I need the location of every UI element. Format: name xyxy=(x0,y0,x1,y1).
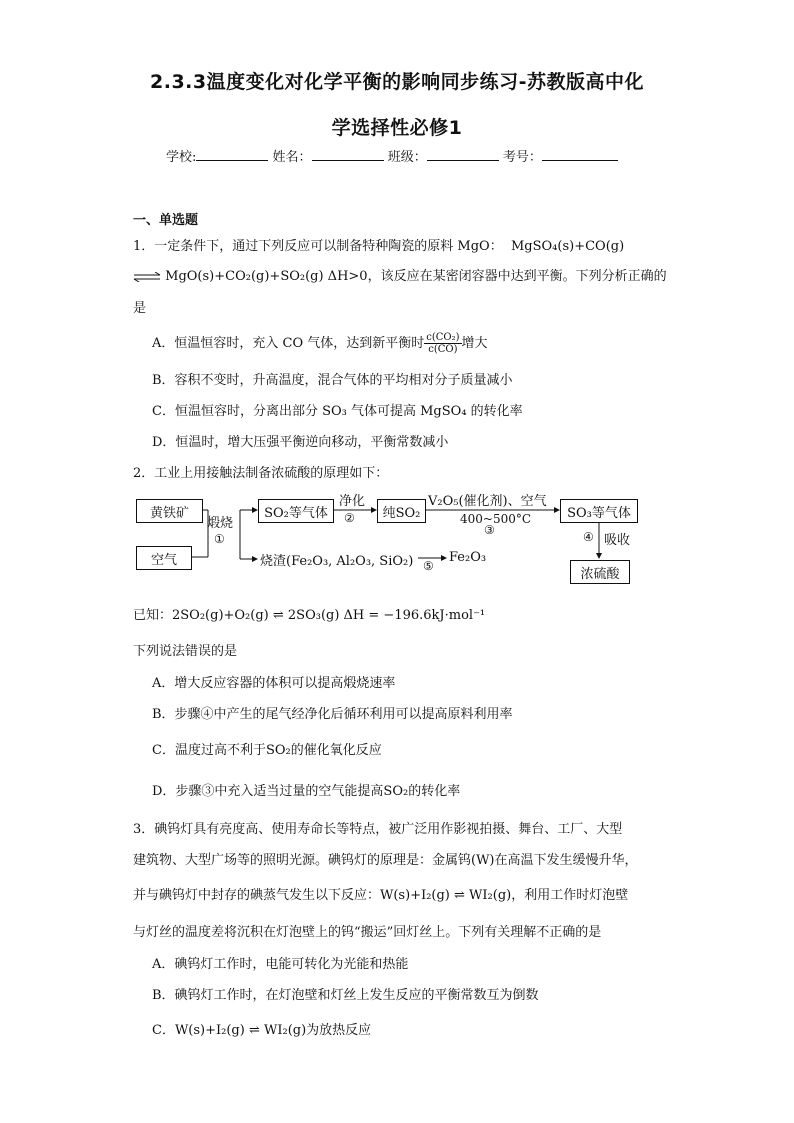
q2-option-d[interactable]: D．步骤③中充入适当过量的空气能提高SO₂的转化率 xyxy=(152,784,461,799)
slag-label: 烧渣(Fe₂O₃, Al₂O₃, SiO₂) xyxy=(260,554,414,569)
absorb-label: 吸收 xyxy=(604,533,631,548)
q3-option-a[interactable]: A．碘钨灯工作时，电能可转化为光能和热能 xyxy=(152,957,409,972)
class-blank[interactable] xyxy=(427,148,499,161)
student-info-fields xyxy=(166,146,618,165)
equilibrium-arrow-icon xyxy=(133,272,161,282)
school-label: 学校: xyxy=(166,150,197,165)
q3-stem-line4: 与灯丝的温度差将沉积在灯泡壁上的钨“搬运”回灯丝上。下列有关理解不正确的是 xyxy=(133,925,602,940)
number-label: 考号： xyxy=(502,150,542,165)
step3-label: ③ xyxy=(484,523,495,537)
so2-gases-box: SO₂等气体 xyxy=(258,499,334,523)
q1-stem-line2: MgO(s)+CO₂(g)+SO₂(g) ΔH>0，该反应在某密闭容器中达到平衡。下列分析正确的 xyxy=(133,265,667,284)
name-label: 姓名： xyxy=(272,150,312,165)
q1-option-b[interactable]: B．容积不变时，升高温度，混合气体的平均相对分子质量减小 xyxy=(152,373,513,388)
fe2o3-label: Fe₂O₃ xyxy=(449,550,487,565)
temp-label: 400~500°C xyxy=(460,512,532,526)
q2-stem: 2．工业上用接触法制备浓硫酸的原理如下： xyxy=(133,466,389,481)
page-title: 2.3.3温度变化对化学平衡的影响同步练习-苏教版高中化 xyxy=(150,71,644,93)
so3-gases-box: SO₃等气体 xyxy=(560,499,638,523)
ratio-fraction: $\frac{\text{c(CO₂)}}{c(CO)}$ xyxy=(426,332,460,355)
q3-option-b[interactable]: B．碘钨灯工作时，在灯泡壁和灯丝上发生反应的平衡常数互为倒数 xyxy=(152,988,539,1003)
purify-label: 净化 xyxy=(339,494,366,509)
section-title: 一、单选题 xyxy=(133,213,199,228)
q3-stem-line2: 建筑物、大型广场等的照明光源。碘钨灯的原理是：金属钨(W)在高温下发生缓慢升华， xyxy=(133,853,638,868)
air-box: 空气 xyxy=(136,546,192,570)
conc-acid-box: 浓硫酸 xyxy=(570,560,630,584)
name-blank[interactable] xyxy=(312,148,384,161)
q2-option-c[interactable]: C．温度过高不利于SO₂的催化氧化反应 xyxy=(152,743,382,758)
q2-known: 已知：2SO₂(g)+O₂(g) ⇌ 2SO₃(g) ΔH = −196.6kJ·mol⁻¹ xyxy=(133,608,486,623)
number-blank[interactable] xyxy=(542,148,618,161)
q3-option-c[interactable]: C．W(s)+I₂(g) ⇌ WI₂(g)为放热反应 xyxy=(152,1023,372,1038)
pure-so2-box: 纯SO₂ xyxy=(377,499,426,523)
step2-label: ② xyxy=(344,511,355,525)
q2-option-a[interactable]: A．增大反应容器的体积可以提高煅烧速率 xyxy=(152,676,396,691)
q1-option-c[interactable]: C．恒温恒容时，分离出部分 SO₃ 气体可提高 MgSO₄ 的转化率 xyxy=(152,404,523,419)
q3-stem-line1: 3．碘钨灯具有亮度高、使用寿命长等特点，被广泛用作影视拍摄、舞台、工厂、大型 xyxy=(133,822,623,837)
q3-stem-line3: 并与碘钨灯中封存的碘蒸气发生以下反应：W(s)+I₂(g) ⇌ WI₂(g)，利用工作时灯泡壁 xyxy=(133,888,629,903)
q1-stem-line3: 是 xyxy=(133,301,147,316)
q2-option-b[interactable]: B．步骤④中产生的尾气经净化后循环利用可以提高原料利用率 xyxy=(152,707,513,722)
pyrite-box: 黄铁矿 xyxy=(136,499,203,523)
school-blank[interactable] xyxy=(196,148,268,161)
step1-label: ① xyxy=(214,532,225,546)
catalyst-label: V₂O₅(催化剂)、空气 xyxy=(428,494,547,509)
q1-option-a[interactable]: A．恒温恒容时，充入 CO 气体，达到新平衡时 $\frac{\text{c(CO₂)}}{c(CO)}$ 增大 xyxy=(152,332,488,355)
q1-stem: 1．一定条件下，通过下列反应可以制备特种陶瓷的原料 MgO： MgSO₄(s)+CO(g) xyxy=(133,239,625,254)
calcine-label: 煅烧 xyxy=(207,516,234,531)
step5-label: ⑤ xyxy=(423,559,434,573)
page-title-line2: 学选择性必修1 xyxy=(331,117,463,139)
step4-label: ④ xyxy=(583,530,594,544)
q1-option-d[interactable]: D．恒温时，增大压强平衡逆向移动，平衡常数减小 xyxy=(152,435,449,450)
q2-prompt: 下列说法错误的是 xyxy=(133,644,238,659)
class-label: 班级： xyxy=(387,150,427,165)
